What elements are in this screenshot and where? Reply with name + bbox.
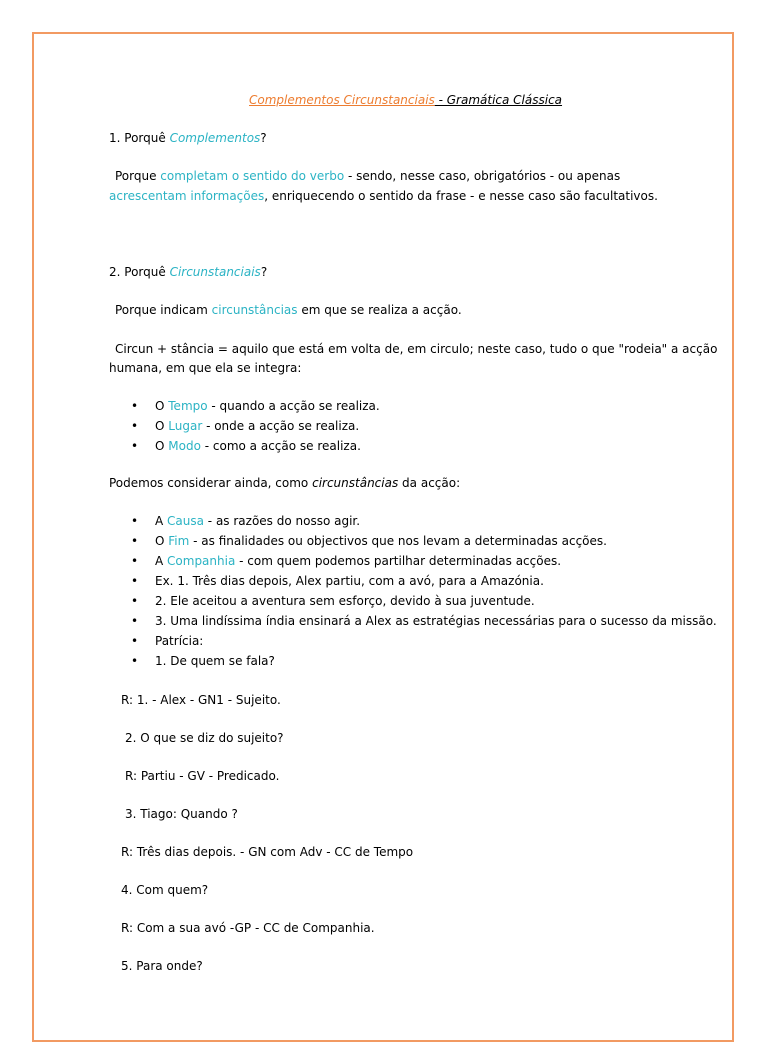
list-item-term: Companhia [167,554,236,568]
question-1-prefix: 1. Porquê [109,131,170,145]
bullet-icon: • [131,419,139,433]
paragraph-1 [109,166,689,206]
question-2-end: ? [260,265,268,279]
list-item-pre: O [155,534,169,548]
bullet-icon: • [131,634,139,648]
list-item-term: Lugar [168,419,203,433]
bullet-icon: • [131,614,139,628]
bullet-icon: • [131,534,139,548]
answer-line: R: Partiu - GV - Predicado. [125,769,280,783]
list-item-term: Tempo [168,399,208,413]
answer-line: R: Com a sua avó -GP - CC de Companhia. [121,921,375,935]
list-item-text: Patrícia: [155,634,204,648]
list-item-post: - onde a acção se realiza. [202,419,360,433]
paragraph-2-a: Porque indicam [115,303,212,317]
paragraph-4-a: Podemos considerar ainda, como [109,476,313,490]
list-item-pre: O [155,439,169,453]
list-item-pre: O [155,419,169,433]
paragraph-1-b: completam o sentido do verbo [160,169,345,183]
list-item-post: - como a acção se realiza. [200,439,361,453]
list-item-text: 2. Ele aceitou a aventura sem esforço, devido à sua juventude. [155,594,535,608]
paragraph-3-line-1: Circun + stância = aquilo que está em volta de, em circulo; neste caso, tudo o que "rodeia" a acção [115,342,718,356]
list-item-pre: A [155,554,168,568]
answer-line: 5. Para onde? [121,959,203,973]
paragraph-1-c: - sendo, nesse caso, obrigatórios - ou apenas [344,169,621,183]
list-item-post: - quando a acção se realiza. [207,399,380,413]
paragraph-3-line-2: humana, em que ela se integra: [109,361,302,375]
list-item-text: 1. De quem se fala? [155,654,275,668]
bullet-icon: • [131,514,139,528]
paragraph-1-d: acrescentam informações [109,189,265,203]
list-item-post: - com quem podemos partilhar determinadas acções. [235,554,562,568]
paragraph-2-b: circunstâncias [211,303,298,317]
question-2-prefix: 2. Porquê [109,265,170,279]
question-1-end: ? [260,131,267,145]
list-item-pre: A [155,514,168,528]
title-main: Complementos Circunstanciais [249,93,435,107]
answer-line: 2. O que se diz do sujeito? [125,731,284,745]
paragraph-1-e: , enriquecendo o sentido da frase - e nesse caso são facultativos. [264,189,658,203]
answer-line: 3. Tiago: Quando ? [125,807,238,821]
bullet-icon: • [131,654,139,668]
document-title [249,90,562,110]
bullet-icon: • [131,439,139,453]
bullet-icon: • [131,574,139,588]
list-item-pre: O [155,399,169,413]
paragraph-2 [115,300,462,320]
list-item-text: Ex. 1. Três dias depois, Alex partiu, com a avó, para a Amazónia. [155,574,544,588]
answer-line: R: Três dias depois. - GN com Adv - CC de Tempo [121,845,414,859]
list-item-post: - as razões do nosso agir. [203,514,361,528]
paragraph-4-b: circunstâncias [312,476,399,490]
paragraph-2-c: em que se realiza a acção. [297,303,462,317]
paragraph-4 [109,473,460,493]
bullet-icon: • [131,399,139,413]
list-item-term: Fim [168,534,190,548]
paragraph-1-a: Porque [115,169,161,183]
title-suffix: - Gramática Clássica [434,93,563,107]
question-2-term: Circunstanciais [169,265,261,279]
question-1 [109,128,267,148]
bullet-icon: • [131,594,139,608]
paragraph-4-c: da acção: [398,476,461,490]
answer-line: 4. Com quem? [121,883,209,897]
list-item-post: - as finalidades ou objectivos que nos levam a determinadas acções. [189,534,607,548]
answer-line: R: 1. - Alex - GN1 - Sujeito. [121,693,281,707]
list-item-text: 3. Uma lindíssima índia ensinará a Alex as estratégias necessárias para o sucesso da missão. [155,614,717,628]
bullet-icon: • [131,554,139,568]
list-item-term: Causa [167,514,204,528]
question-2 [109,262,267,282]
question-1-term: Complementos [169,131,261,145]
list-item-term: Modo [168,439,201,453]
